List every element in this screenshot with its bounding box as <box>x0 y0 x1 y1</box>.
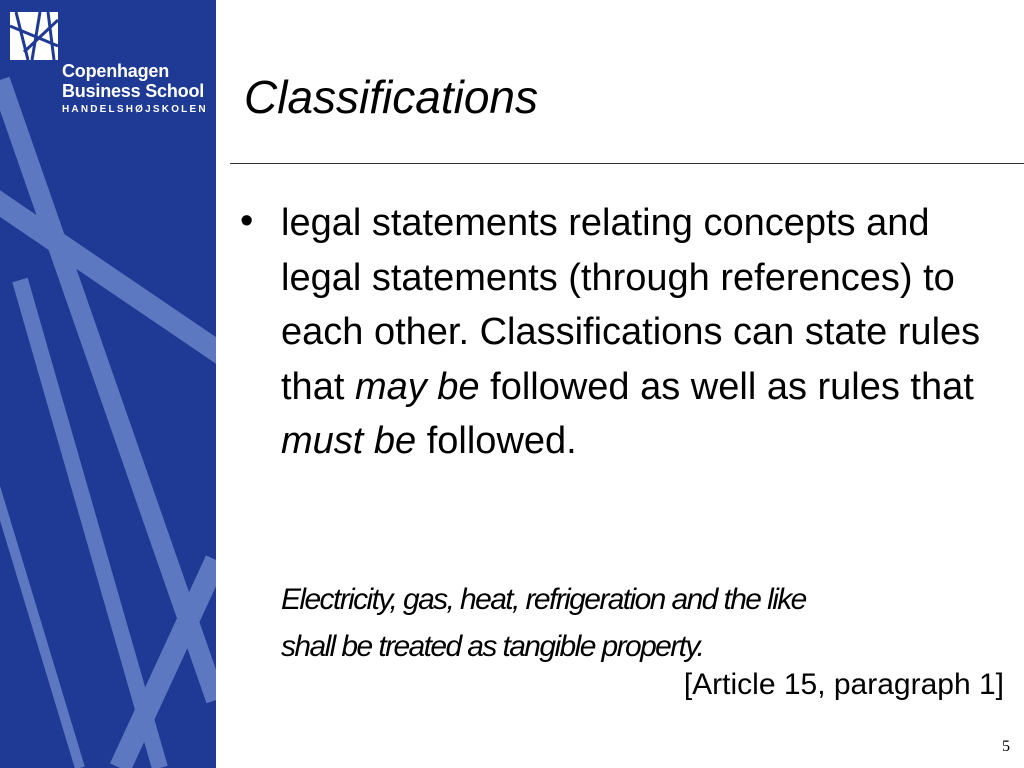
sidebar-panel <box>0 0 216 768</box>
logo-name-line3: HANDELSHØJSKOLEN <box>62 104 208 115</box>
quote-citation: [Article 15, paragraph 1] <box>683 668 1004 701</box>
bullet-marker: • <box>240 200 254 242</box>
quote-line-1: Electricity, gas, heat, refrigeration and the like <box>281 583 806 616</box>
bullet-text-part1: legal statements relating concepts and legal statements (through references) to each other. Classifications can state rules that <box>281 202 981 408</box>
bullet-emphasis-must-be: must be <box>281 420 417 463</box>
bullet-text-part3: followed. <box>416 420 577 463</box>
bullet-text-part2: followed as well as rules that <box>479 365 974 408</box>
legal-quote <box>281 576 1011 670</box>
logo-name-line1: Copenhagen <box>62 61 170 81</box>
cbs-logo-icon <box>10 12 58 60</box>
logo-name-line2: Business School <box>62 81 205 101</box>
page-number: 5 <box>1002 738 1010 755</box>
bullet-text <box>281 196 1011 469</box>
sidebar-decoration <box>0 0 216 768</box>
slide-title: Classifications <box>244 71 538 123</box>
bullet-emphasis-may-be: may be <box>354 365 480 408</box>
title-divider <box>230 163 1024 164</box>
quote-line-2: shall be treated as tangible property. <box>281 630 704 663</box>
